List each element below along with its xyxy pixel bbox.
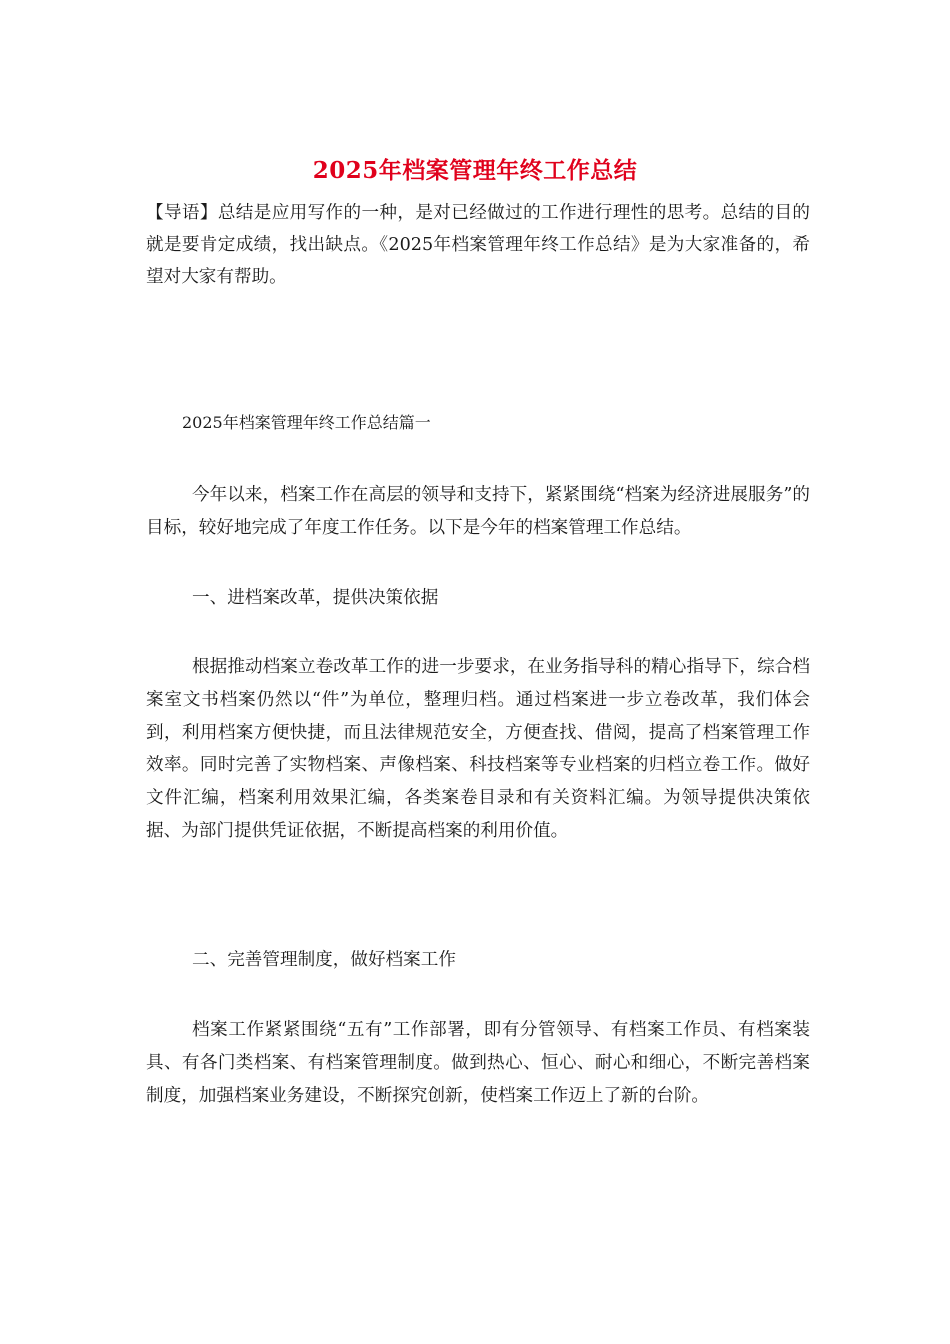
section-heading-2: 二、完善管理制度，做好档案工作 bbox=[192, 950, 456, 970]
intro-paragraph: 【导语】总结是应用写作的一种，是对已经做过的工作进行理性的思考。总结的目的就是要肯定成绩，找出缺点。《2025年档案管理年终工作总结》是为大家准备的，希望对大家有帮助。 bbox=[146, 203, 810, 287]
body-paragraph-2: 根据推动档案立卷改革工作的进一步要求，在业务指导科的精心指导下，综合档案室文书档案仍然以“件”为单位，整理归档。通过档案进一步立卷改革，我们体会到，利用档案方便快捷，而且法律规范安全，方便查找、借阅，提高了档案管理工作效率。同时完善了实物档案、声像档案、科技档案等专业档案的归档立卷工作。做好文件汇编，档案利用效果汇编，各类案卷目录和有关资料汇编。为领导提供决策依据、为部门提供凭证依据，不断提高档案的利用价值。 bbox=[146, 657, 810, 841]
section-heading-1: 一、进档案改革，提供决策依据 bbox=[192, 588, 439, 608]
section-subtitle: 2025年档案管理年终工作总结篇一 bbox=[182, 413, 431, 432]
body-paragraph-1: 今年以来，档案工作在高层的领导和支持下，紧紧围绕“档案为经济进展服务”的目标，较好地完成了年度工作任务。以下是今年的档案管理工作总结。 bbox=[146, 485, 810, 538]
document-title: 2025年档案管理年终工作总结 bbox=[312, 157, 638, 184]
body-paragraph-3: 档案工作紧紧围绕“五有”工作部署，即有分管领导、有档案工作员、有档案装具、有各门类档案、有档案管理制度。做到热心、恒心、耐心和细心，不断完善档案制度，加强档案业务建设，不断探究创新，使档案工作迈上了新的台阶。 bbox=[146, 1020, 810, 1106]
